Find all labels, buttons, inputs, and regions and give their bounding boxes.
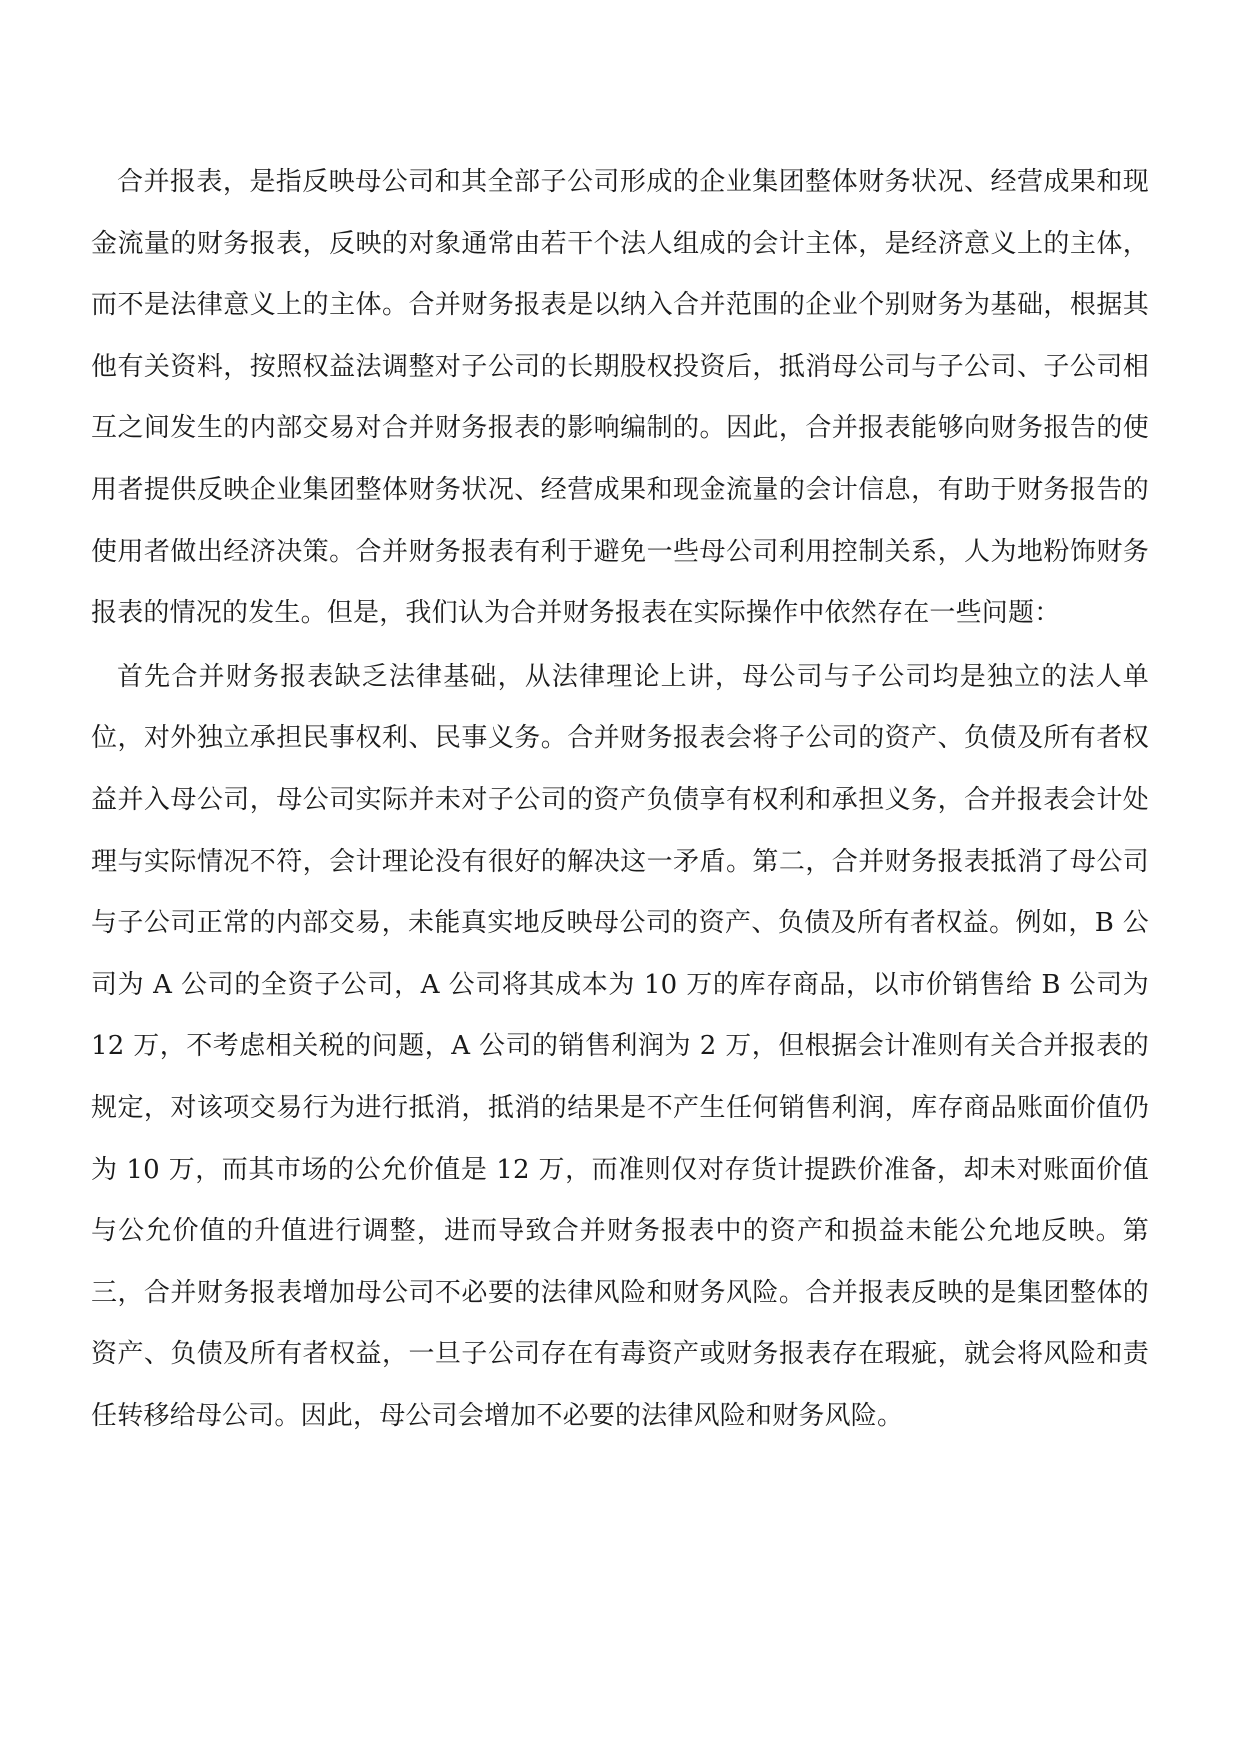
- document-body: [91, 152, 1149, 1449]
- paragraph-problems: 首先合并财务报表缺乏法律基础，从法律理论上讲，母公司与子公司均是独立的法人单位，对外独立承担民事权利、民事义务。合并财务报表会将子公司的资产、负债及所有者权益并入母公司，母公司实际并未对子公司的资产负债享有权利和承担义务，合并报表会计处理与实际情况不符，会计理论没有很好的解决这一矛盾。第二，合并财务报表抵消了母公司与子公司正常的内部交易，未能真实地反映母公司的资产、负债及所有者权益。例如，B 公司为 A 公司的全资子公司，A 公司将其成本为 10 万的库存商品，以市价销售给 B 公司为 12 万，不考虑相关税的问题，A 公司的销售利润为 2 万，但根据会计准则有关合并报表的规定，对该项交易行为进行抵消，抵消的结果是不产生任何销售利润，库存商品账面价值仍为 10 万，而其市场的公允价值是 12 万，而准则仅对存货计提跌价准备，却未对账面价值与公允价值的升值进行调整，进而导致合并财务报表中的资产和损益未能公允地反映。第三，合并财务报表增加母公司不必要的法律风险和财务风险。合并报表反映的是集团整体的资产、负债及所有者权益，一旦子公司存在有毒资产或财务报表存在瑕疵，就会将风险和责任转移给母公司。因此，母公司会增加不必要的法律风险和财务风险。: [91, 661, 1149, 1431]
- paragraph-intro: 合并报表，是指反映母公司和其全部子公司形成的企业集团整体财务状况、经营成果和现金流量的财务报表，反映的对象通常由若干个法人组成的会计主体，是经济意义上的主体，而不是法律意义上的主体。合并财务报表是以纳入合并范围的企业个别财务为基础，根据其他有关资料，按照权益法调整对子公司的长期股权投资后，抵消母公司与子公司、子公司相互之间发生的内部交易对合并财务报表的影响编制的。因此，合并报表能够向财务报告的使用者提供反映企业集团整体财务状况、经营成果和现金流量的会计信息，有助于财务报告的使用者做出经济决策。合并财务报表有利于避免一些母公司利用控制关系，人为地粉饰财务报表的情况的发生。但是，我们认为合并财务报表在实际操作中依然存在一些问题：: [91, 167, 1149, 629]
